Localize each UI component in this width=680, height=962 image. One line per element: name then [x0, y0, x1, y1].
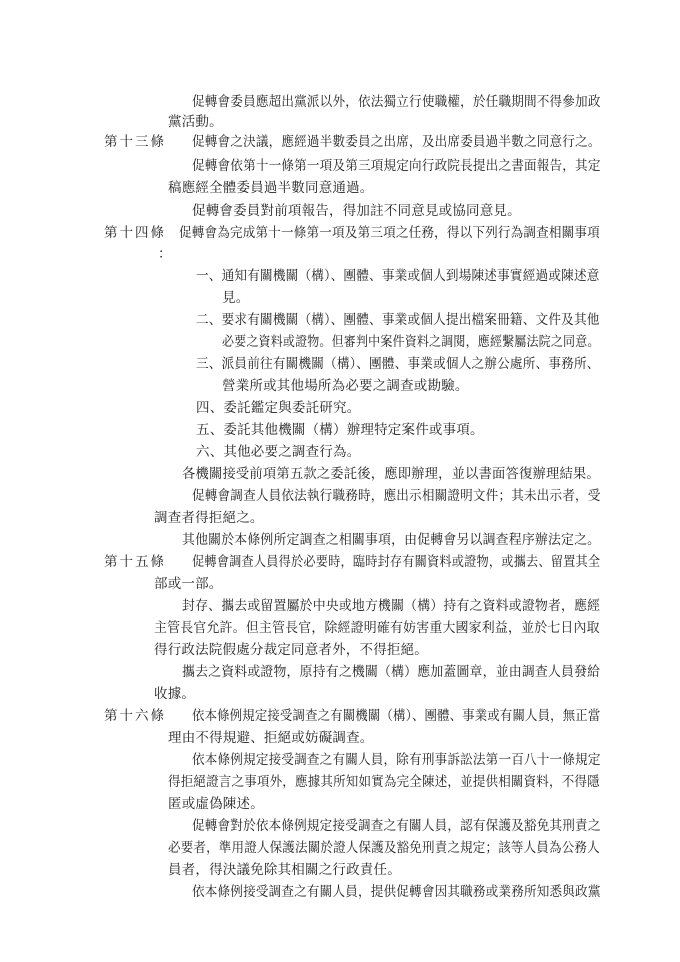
body-line: 匿或虛偽陳述。	[168, 796, 264, 812]
body-line: 促轉會委員應超出黨派以外，依法獨立行使職權，於任職期間不得參加政	[192, 94, 601, 110]
body-line: 稿應經全體委員過半數同意通過。	[168, 180, 374, 196]
body-line: ：	[158, 246, 172, 262]
body-line: 員者，得決議免除其相關之行政責任。	[168, 862, 401, 878]
article-number: 第十五條	[104, 554, 166, 570]
list-item: 必要之資料或證物。但審判中案件資料之調閱，應經繫屬法院之同意。	[222, 334, 600, 350]
body-line: 促轉會之決議，應經過半數委員之出席，及出席委員過半數之同意行之。	[192, 134, 601, 150]
body-line: 主管長官允許。但主管長官，除經證明確有妨害重大國家利益，並於七日內取	[154, 620, 600, 636]
body-line: 依本條例接受調查之有關人員，提供促轉會因其職務或業務所知悉與政黨	[192, 884, 601, 900]
body-line: 依本條例規定接受調查之有關人員，除有刑事訴訟法第一百八十一條規定	[192, 752, 601, 768]
body-line: 各機關接受前項第五款之委託後，應即辦理，並以書面答復辦理結果。	[182, 466, 600, 482]
list-item: 四、委託鑑定與委託研究。	[196, 400, 361, 416]
body-line: 促轉會對於依本條例規定接受調查之有關人員，認有保護及豁免其刑責之	[192, 818, 601, 834]
list-item: 五、委託其他機關（構）辦理特定案件或事項。	[196, 422, 484, 438]
body-line: 促轉會調查人員依法執行職務時，應出示相關證明文件；其未出示者，受	[192, 488, 601, 504]
body-line: 調查者得拒絕之。	[154, 510, 264, 526]
body-line: 黨活動。	[168, 114, 223, 130]
list-item: 六、其他必要之調查行為。	[196, 444, 361, 460]
list-item: 營業所或其他場所為必要之調查或勘驗。	[222, 378, 469, 394]
body-line: 攜去之資料或證物，原持有之機關（構）應加蓋圖章，並由調查人員發給	[182, 664, 601, 680]
list-item: 一、通知有關機關（構）、團體、事業或個人到場陳述事實經過或陳述意	[196, 268, 600, 284]
article-number: 第十六條	[104, 708, 166, 724]
body-line: 封存、攜去或留置屬於中央或地方機關（構）持有之資料或證物者，應經	[182, 598, 601, 614]
body-line: 促轉會委員對前項報告，得加註不同意見或協同意見。	[192, 203, 521, 219]
body-line: 其他關於本條例所定調查之相關事項，由促轉會另以調查程序辦法定之。	[182, 532, 601, 548]
body-line: 促轉會為完成第十一條第一項及第三項之任務，得以下列行為調查相關事項	[179, 225, 600, 241]
list-item: 三、派員前往有關機關（構）、團體、事業或個人之辦公處所、事務所、	[196, 356, 600, 372]
body-line: 收據。	[154, 686, 196, 702]
body-line: 部或一部。	[154, 576, 223, 592]
body-line: 促轉會調查人員得於必要時，臨時封存有關資料或證物，或攜去、留置其全	[192, 554, 601, 570]
body-line: 得行政法院假處分裁定同意者外，不得拒絕。	[154, 642, 428, 658]
article-number: 第十四條	[104, 225, 166, 241]
body-line: 得拒絕證言之事項外，應據其所知如實為完全陳述，並提供相關資料，不得隱	[168, 774, 600, 790]
body-line: 促轉會依第十一條第一項及第三項規定向行政院長提出之書面報告，其定	[192, 158, 601, 174]
article-number: 第十三條	[104, 134, 166, 150]
body-line: 理由不得規避、拒絕或妨礙調查。	[168, 730, 374, 746]
list-item: 二、要求有關機關（構）、團體、事業或個人提出檔案冊籍、文件及其他	[196, 312, 600, 328]
body-line: 依本條例規定接受調查之有關機關（構）、團體、事業或有關人員，無正當	[192, 708, 601, 724]
body-line: 必要者，準用證人保護法關於證人保護及豁免刑責之規定；該等人員為公務人	[168, 840, 600, 856]
list-item: 見。	[222, 290, 250, 306]
